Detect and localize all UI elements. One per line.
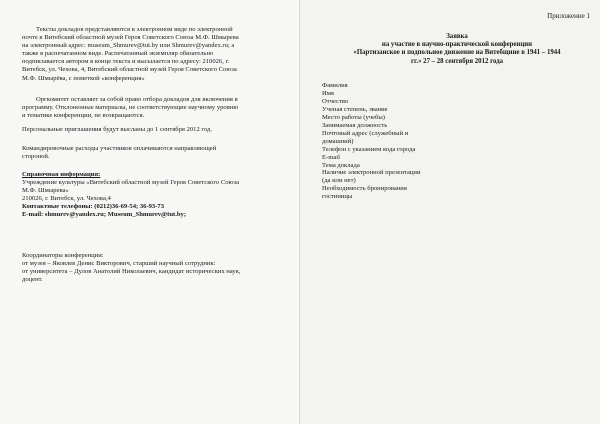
field-label: Отчество (322, 97, 349, 105)
expenses-paragraph (22, 145, 290, 161)
title-line: Заявка (446, 33, 468, 40)
field-label: Занимаемая должность (322, 121, 388, 129)
appendix-label: Приложение 1 (547, 12, 590, 20)
application-fields (322, 82, 421, 201)
text-line: доцент. (22, 276, 43, 284)
field-label: E-mail (322, 153, 340, 161)
title-line: «Партизанское и подпольное движение на Витебщине в 1941 – 1944 (353, 49, 561, 57)
text-line: также в распечатанном виде. Распечатанный экземпляр обязательно (22, 50, 214, 58)
coordinators (22, 252, 292, 284)
reference-heading: Справочная информация: (22, 171, 101, 178)
text-line: Витебск, ул. Чехова, 4, Витебский областной музей Героя Советского Союза (22, 66, 237, 74)
text-line: Тексты докладов представляются в электронном виде по электронной (36, 26, 233, 33)
text-line: Командировочные расходы участников оплачиваются направляющей (22, 145, 217, 152)
selection-paragraph (22, 96, 290, 120)
field-label: Тема доклада (322, 161, 360, 169)
title-line: на участие в научно-практической конференции (381, 41, 533, 49)
field-label: Телефон с указанием кода города (322, 145, 416, 153)
reference-info (22, 171, 292, 220)
coordinators-heading: Координаторы конференции: (22, 252, 104, 259)
contact-email: E-mail: shmurev@yandex.ru; Museum_Shmurev@tut.by; (22, 211, 187, 219)
invitations-paragraph: Персональные приглашения будут высланы до 1 сентября 2012 год. (22, 126, 213, 133)
field-label: домашний) (322, 137, 354, 145)
field-label: Фамилия (322, 82, 348, 89)
field-label: (да или нет) (322, 177, 356, 185)
text-line: подписывается автором в конце текста и высылается по адресу: 210026, г. (22, 58, 230, 66)
submission-paragraph (22, 26, 290, 83)
text-line: почте в Витебский областной музей Героя Советского Союза М.Ф. Шмырева (22, 34, 239, 42)
text-line: Оргкомитет оставляет за собой право отбора докладов для включения в (36, 96, 238, 103)
text-line: Учреждение культуры «Витебский областной музей Героя Советского Союза (22, 179, 239, 187)
text-line: программу. Отклоненные материалы, не соответствующие научному уровню (22, 104, 239, 112)
field-label: Ученая степень, звание (322, 105, 388, 113)
text-line: М.Ф. Шмырева» (22, 187, 69, 195)
field-label: Необходимость бронирования (322, 185, 407, 193)
text-line: от музея – Яковлев Денис Викторович, старший научный сотрудник: (22, 260, 216, 268)
text-line: от университета – Дулов Анатолий Николаевич, кандидат исторических наук, (22, 268, 241, 276)
text-line: М.Ф. Шмырёва, с пометкой «конференция» (22, 74, 145, 82)
text-line: 210026, г. Витебск, ул. Чехова,4 (22, 195, 111, 203)
field-label: Место работы (учебы) (322, 113, 385, 121)
field-label: Почтовый адрес (служебный и (322, 129, 409, 137)
text-line: на электронный адрес: museum_Shmurev@tut.by или Shmurev@yandex.ru; а (22, 42, 235, 50)
field-label: Наличие электронной презентации (322, 169, 421, 177)
contact-phones: Контактные телефоны: (0212)36-69-54; 36-93-73 (22, 203, 165, 211)
field-label: Имя (322, 89, 334, 97)
field-label: гостиницы (322, 193, 353, 201)
application-title (322, 33, 592, 66)
title-line: гг.» 27 – 28 сентября 2012 года (410, 57, 504, 65)
text-line: стороной. (22, 153, 50, 161)
text-line: и тематике конференции, не возвращаются. (22, 112, 145, 120)
